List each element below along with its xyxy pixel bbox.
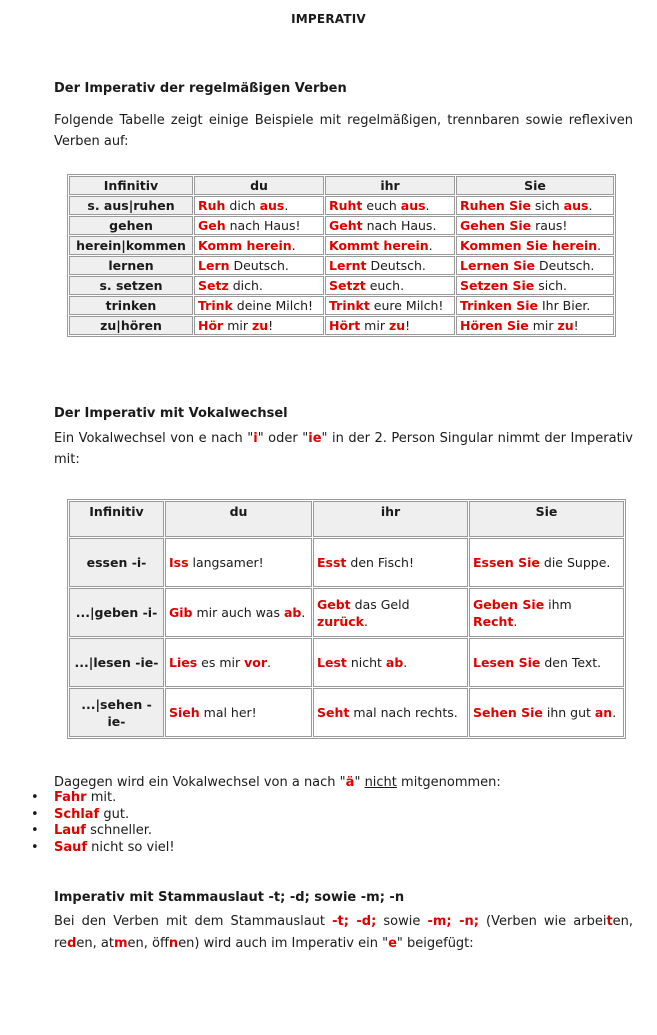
imperative-highlight: aus [259, 198, 285, 213]
du-cell [165, 538, 312, 587]
list-item [28, 840, 175, 857]
du-cell [165, 638, 312, 687]
imperative-text: mal her! [199, 705, 257, 720]
imperative-highlight: aus [400, 198, 426, 213]
imperative-highlight: Trinken Sie [460, 298, 538, 313]
imperative-highlight: Recht [473, 613, 514, 629]
sie-cell [456, 316, 614, 335]
imperative-text: . [267, 655, 271, 670]
ending-highlight: -m; -n; [427, 914, 479, 929]
imperative-highlight: Essen Sie [473, 555, 540, 570]
imperative-text: . [291, 238, 296, 253]
ending-text: (Verben wie arbei [478, 914, 607, 929]
intro-highlight: ie [308, 431, 322, 446]
imperative-highlight: Seht [317, 705, 350, 720]
imperative-text: es mir [197, 655, 245, 670]
sie-cell [456, 196, 614, 215]
imperative-text: dich [225, 198, 260, 213]
ihr-cell [325, 236, 455, 255]
imperative-text: Ihr Bier. [537, 298, 591, 313]
imperative-highlight: Hören Sie [460, 318, 529, 333]
imperative-text: . [403, 655, 408, 670]
imperative-highlight: Lesen Sie [473, 655, 541, 670]
imperative-highlight: Ruht [329, 198, 363, 213]
ihr-cell [325, 256, 455, 275]
intro-text: " [354, 775, 365, 790]
du-cell [194, 196, 324, 215]
vowel-change-table [67, 499, 626, 739]
imperative-text: . [588, 198, 593, 213]
section2-heading: Der Imperativ mit Vokalwechsel [54, 406, 288, 421]
du-cell [194, 256, 324, 275]
bullet-icon: • [31, 790, 39, 805]
list-item [28, 807, 175, 824]
imperative-text: mal nach rechts. [349, 705, 458, 720]
du-cell [165, 588, 312, 637]
imperative-highlight: Trinkt [329, 298, 370, 313]
section1-intro: Folgende Tabelle zeigt einige Beispiele mit regelmäßigen, trennbaren sowie reflexiven Verben auf: [54, 113, 633, 149]
du-cell [194, 316, 324, 335]
ihr-cell [325, 316, 455, 335]
imperative-highlight: Sieh [169, 705, 200, 720]
infinitive-cell: ...|sehen -ie- [69, 688, 164, 737]
table-row [69, 316, 614, 335]
imperative-text: . [284, 198, 289, 213]
sie-cell [469, 638, 624, 687]
imperative-highlight: Kommt herein [329, 238, 429, 253]
infinitive-cell: lernen [69, 256, 193, 275]
ihr-cell [325, 296, 455, 315]
intro-text: " in der 2. Person Singular nimmt der Imperativ mit: [54, 431, 633, 467]
regular-verbs-table [67, 174, 616, 337]
du-cell [194, 236, 324, 255]
imperative-highlight: Setzen Sie [460, 278, 535, 293]
infinitive-cell: ...|geben -i- [69, 588, 164, 637]
header-sie: Sie [469, 501, 624, 537]
no-vowel-change-list [28, 790, 175, 856]
imperative-highlight: Gib [169, 605, 193, 620]
example-highlight: Schlaf [54, 806, 100, 822]
imperative-text: . [425, 198, 430, 213]
header-sie: Sie [456, 176, 614, 195]
du-cell [194, 216, 324, 235]
section4-text [54, 911, 633, 955]
table-row [69, 296, 614, 315]
imperative-highlight: Hört [329, 318, 361, 333]
imperative-text: ! [268, 318, 274, 333]
infinitive-cell: ...|lesen -ie- [69, 638, 164, 687]
imperative-text: langsamer! [188, 555, 264, 570]
imperative-text: . [597, 238, 602, 253]
ending-highlight: m [113, 936, 128, 951]
imperative-text: ! [573, 318, 579, 333]
imperative-text: ! [405, 318, 411, 333]
imperative-highlight: zu [557, 318, 574, 333]
imperative-text: die Suppe. [539, 555, 611, 570]
imperative-highlight: Kommen Sie herein [460, 238, 598, 253]
imperative-text: eure Milch! [369, 298, 444, 313]
du-cell [194, 276, 324, 295]
imperative-highlight: Lest [317, 655, 347, 670]
ending-highlight: e [388, 936, 397, 951]
imperative-text: nach Haus. [362, 218, 437, 233]
table-row [69, 588, 624, 637]
vowel-change-table-body [69, 538, 624, 737]
section4-heading: Imperativ mit Stammauslaut -t; -d; sowie -m; -n [54, 890, 405, 905]
table-row [69, 196, 614, 215]
imperative-text: raus! [531, 218, 568, 233]
header-du: du [194, 176, 324, 195]
intro-highlight: i [253, 431, 258, 446]
imperative-highlight: Lernen Sie [460, 258, 535, 273]
ending-text: sowie [376, 914, 428, 929]
imperative-highlight: zu [388, 318, 406, 333]
imperative-highlight: Ruhen Sie [460, 198, 531, 213]
list-item [28, 790, 175, 807]
du-cell [165, 688, 312, 737]
infinitive-cell: essen -i- [69, 538, 164, 587]
intro-text: Dagegen wird ein Vokalwechsel von a nach " [54, 775, 346, 790]
bullet-icon: • [31, 839, 39, 855]
imperative-text: den Text. [540, 655, 602, 670]
imperative-highlight: Setzt [329, 278, 366, 293]
list-item [28, 823, 175, 840]
intro-highlight: ä [345, 775, 355, 790]
ihr-cell [313, 638, 468, 687]
imperative-text: sich. [534, 278, 567, 293]
section2-intro [54, 428, 633, 470]
imperative-text: nach Haus! [225, 218, 301, 233]
ihr-cell [325, 276, 455, 295]
ending-highlight: t [606, 914, 613, 929]
imperative-text: Deutsch. [366, 258, 426, 273]
imperative-highlight: an [594, 705, 613, 720]
imperative-highlight: Ruh [198, 198, 226, 213]
imperative-text: . [301, 605, 306, 620]
section1-heading: Der Imperativ der regelmäßigen Verben [54, 81, 347, 96]
example-text: schneller. [85, 823, 153, 838]
imperative-text: ihm [544, 596, 572, 612]
ending-text: " beigefügt: [396, 936, 474, 951]
imperative-text: . [428, 238, 433, 253]
header-ihr: ihr [325, 176, 455, 195]
example-text: nicht so viel! [87, 839, 175, 855]
infinitive-cell: zu|hören [69, 316, 193, 335]
sie-cell [469, 538, 624, 587]
du-cell [194, 296, 324, 315]
header-infinitiv: Infinitiv [69, 176, 193, 195]
imperative-text: mir [528, 318, 558, 333]
intro-text: " oder " [257, 431, 309, 446]
ihr-cell [325, 216, 455, 235]
ihr-cell [313, 688, 468, 737]
imperative-highlight: aus [563, 198, 589, 213]
page-title: IMPERATIV [291, 12, 366, 26]
imperative-highlight: Hör [198, 318, 224, 333]
infinitive-cell: s. aus|ruhen [69, 196, 193, 215]
imperative-highlight: Geht [329, 218, 363, 233]
example-highlight: Lauf [54, 823, 86, 838]
imperative-highlight: Iss [169, 555, 189, 570]
imperative-highlight: zurück [317, 613, 364, 629]
sie-cell [456, 276, 614, 295]
imperative-text: den Fisch! [346, 555, 414, 570]
imperative-highlight: ab [283, 605, 302, 620]
imperative-text: Deutsch. [535, 258, 595, 273]
sie-cell [456, 216, 614, 235]
imperative-highlight: Gebt [317, 596, 351, 612]
intro-text: nicht [364, 775, 397, 790]
imperative-highlight: Esst [317, 555, 347, 570]
section3-intro [54, 774, 633, 791]
table-header-row [69, 176, 614, 195]
imperative-text: euch. [365, 278, 405, 293]
table-row [69, 236, 614, 255]
imperative-text: euch [362, 198, 401, 213]
table-header-row [69, 501, 624, 537]
infinitive-cell: gehen [69, 216, 193, 235]
ending-text: en, at [76, 936, 114, 951]
imperative-highlight: Geh [198, 218, 226, 233]
sie-cell [456, 296, 614, 315]
example-text: mit. [86, 790, 117, 805]
intro-text: Ein Vokalwechsel von e nach " [54, 431, 254, 446]
header-du: du [165, 501, 312, 537]
imperative-text: Deutsch. [229, 258, 289, 273]
infinitive-cell: s. setzen [69, 276, 193, 295]
imperative-text: dich. [228, 278, 263, 293]
infinitive-cell: herein|kommen [69, 236, 193, 255]
ending-text: Bei den Verben mit dem Stammauslaut [54, 914, 333, 929]
imperative-text: deine Milch! [232, 298, 314, 313]
ending-highlight: n [168, 936, 179, 951]
ihr-cell [313, 588, 468, 637]
table-row [69, 688, 624, 737]
imperative-highlight: Gehen Sie [460, 218, 532, 233]
header-ihr: ihr [313, 501, 468, 537]
imperative-text: . [612, 705, 617, 720]
ending-highlight: d [67, 936, 77, 951]
imperative-highlight: ab [385, 655, 404, 670]
ending-text: en, öff [127, 936, 169, 951]
table-row [69, 256, 614, 275]
regular-verbs-table-body [69, 196, 614, 335]
imperative-text: ihn gut [542, 705, 595, 720]
imperative-highlight: Setz [198, 278, 229, 293]
imperative-highlight: Geben Sie [473, 596, 545, 612]
sie-cell [469, 588, 624, 637]
imperative-text: sich [530, 198, 564, 213]
bullet-icon: • [31, 806, 39, 822]
table-row [69, 216, 614, 235]
sie-cell [456, 256, 614, 275]
imperative-highlight: Sehen Sie [473, 705, 543, 720]
sie-cell [456, 236, 614, 255]
imperative-text: . [363, 613, 368, 629]
sie-cell [469, 688, 624, 737]
ending-text: en) wird auch im Imperativ ein " [178, 936, 389, 951]
imperative-highlight: Lern [198, 258, 230, 273]
imperative-text: mir auch was [192, 605, 284, 620]
imperative-highlight: Lies [169, 655, 198, 670]
imperative-text: mir [360, 318, 389, 333]
imperative-text: . [513, 613, 518, 629]
imperative-highlight: zu [251, 318, 269, 333]
example-highlight: Sauf [54, 839, 88, 855]
table-row [69, 276, 614, 295]
imperative-highlight: Komm herein [198, 238, 292, 253]
intro-text: mitgenommen: [396, 775, 501, 790]
header-infinitiv: Infinitiv [69, 501, 164, 537]
ihr-cell [325, 196, 455, 215]
imperative-highlight: Lernt [329, 258, 367, 273]
imperative-text: mir [223, 318, 252, 333]
ending-highlight: -t; -d; [332, 914, 377, 929]
table-row [69, 638, 624, 687]
ending-text: en, re [54, 914, 634, 951]
infinitive-cell: trinken [69, 296, 193, 315]
imperative-text: nicht [346, 655, 386, 670]
imperative-highlight: vor [244, 655, 267, 670]
imperative-text: das Geld [350, 596, 410, 612]
ihr-cell [313, 538, 468, 587]
example-text: gut. [99, 806, 130, 822]
imperative-highlight: Trink [198, 298, 233, 313]
example-highlight: Fahr [54, 790, 87, 805]
table-row [69, 538, 624, 587]
bullet-icon: • [31, 823, 39, 838]
